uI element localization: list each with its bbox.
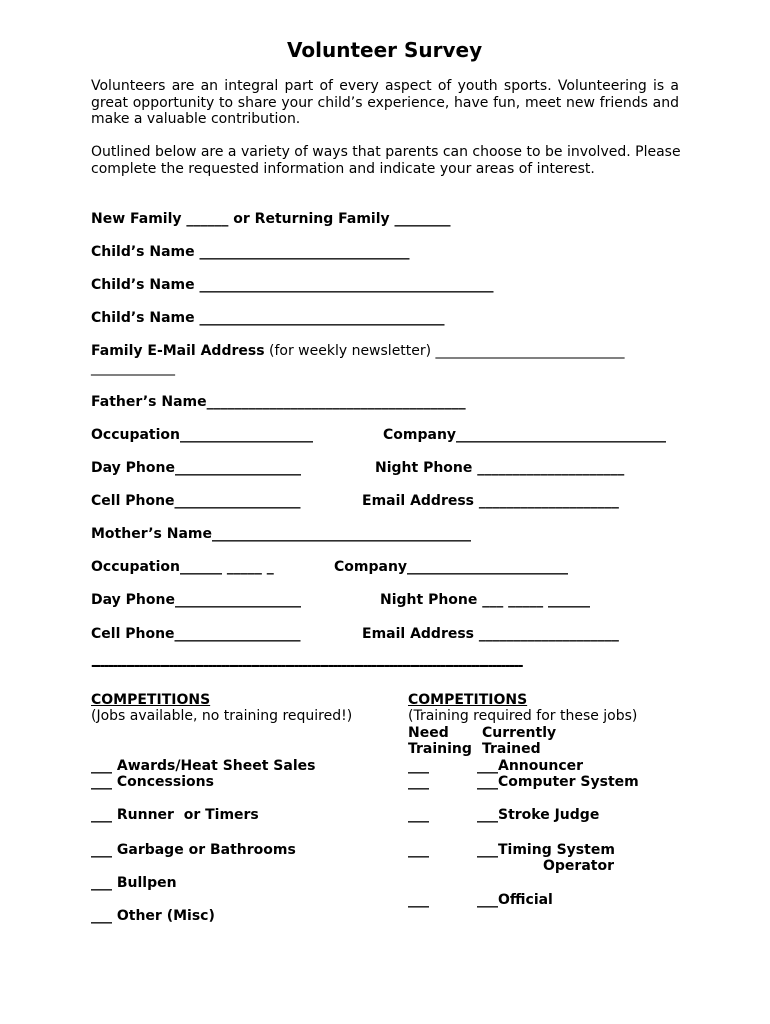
volunteer-option[interactable]: ___ Other (Misc) <box>91 908 215 924</box>
family-email-label: Family E-Mail Address <box>91 343 265 359</box>
trained-option[interactable]: ___Computer System <box>477 774 639 790</box>
intro-line: Volunteers are an integral part of every aspect of youth sports. Volunteering is a <box>91 78 679 94</box>
trained-option[interactable]: ___Official <box>477 892 553 908</box>
right-section-subheading: (Training required for these jobs) <box>408 708 638 724</box>
father-name-field[interactable]: Father’s Name_____________________________________ <box>91 394 466 410</box>
need-training-blank[interactable]: ___ <box>408 758 429 774</box>
father-day-phone-field[interactable]: Day Phone__________________ <box>91 460 301 476</box>
child-name-field-3[interactable]: Child’s Name ___________________________________ <box>91 310 445 326</box>
outline-paragraph <box>91 144 679 177</box>
mother-company-field[interactable]: Company_______________________ <box>334 559 569 575</box>
volunteer-option[interactable]: ___ Runner or Timers <box>91 807 259 823</box>
need-training-header: Training <box>408 741 472 757</box>
intro-line: make a valuable contribution. <box>91 111 301 127</box>
left-section-heading: COMPETITIONS <box>91 692 211 708</box>
intro-line: great opportunity to share your child’s experience, have fun, meet new friends and <box>91 94 679 111</box>
family-email-field[interactable] <box>91 343 625 359</box>
need-training-blank[interactable]: ___ <box>408 807 429 823</box>
intro-paragraph <box>91 78 679 128</box>
mother-day-phone-field[interactable]: Day Phone__________________ <box>91 592 301 608</box>
need-training-blank[interactable]: ___ <box>408 842 429 858</box>
volunteer-option[interactable]: ___ Garbage or Bathrooms <box>91 842 296 858</box>
outline-line: Outlined below are a variety of ways that parents can choose to be involved. Please <box>91 144 681 160</box>
father-email-field[interactable]: Email Address ____________________ <box>362 493 619 509</box>
mother-name-field[interactable]: Mother’s Name_____________________________________ <box>91 526 471 542</box>
father-night-phone-field[interactable]: Night Phone _____________________ <box>375 460 625 476</box>
mother-occupation-field[interactable]: Occupation______ _____ _ <box>91 559 274 575</box>
family-email-note: (for weekly newsletter) ___________________________ <box>264 343 625 359</box>
trained-option[interactable]: ___Timing System <box>477 842 615 858</box>
left-section-subheading: (Jobs available, no training required!) <box>91 708 353 724</box>
trained-option-continuation: Operator <box>543 858 614 874</box>
trained-option[interactable]: ___Stroke Judge <box>477 807 600 823</box>
page-title: Volunteer Survey <box>287 38 483 62</box>
currently-trained-header: Trained <box>482 741 541 757</box>
volunteer-option[interactable]: ___ Concessions <box>91 774 214 790</box>
volunteer-option[interactable]: ___ Bullpen <box>91 875 177 891</box>
father-occupation-field[interactable]: Occupation___________________ <box>91 427 314 443</box>
volunteer-option[interactable]: ___ Awards/Heat Sheet Sales <box>91 758 316 774</box>
family-email-continuation[interactable]: ____________ <box>91 360 175 376</box>
mother-night-phone-field[interactable]: Night Phone ___ _____ ______ <box>380 592 590 608</box>
mother-cell-phone-field[interactable]: Cell Phone__________________ <box>91 626 301 642</box>
currently-trained-header: Currently <box>482 725 557 741</box>
need-training-blank[interactable]: ___ <box>408 892 429 908</box>
child-name-field-1[interactable]: Child’s Name ______________________________ <box>91 244 410 260</box>
mother-email-field[interactable]: Email Address ____________________ <box>362 626 619 642</box>
father-cell-phone-field[interactable]: Cell Phone__________________ <box>91 493 301 509</box>
right-section-heading: COMPETITIONS <box>408 692 528 708</box>
family-type-field[interactable]: New Family ______ or Returning Family ________ <box>91 211 451 227</box>
trained-option[interactable]: ___Announcer <box>477 758 584 774</box>
need-training-header: Need <box>408 725 449 741</box>
outline-line: complete the requested information and indicate your areas of interest. <box>91 160 595 177</box>
child-name-field-2[interactable]: Child’s Name __________________________________________ <box>91 277 494 293</box>
need-training-blank[interactable]: ___ <box>408 774 429 790</box>
section-divider: ---------------------------------------------------------------------------------------------------- <box>91 658 523 674</box>
father-company-field[interactable]: Company______________________________ <box>383 427 667 443</box>
